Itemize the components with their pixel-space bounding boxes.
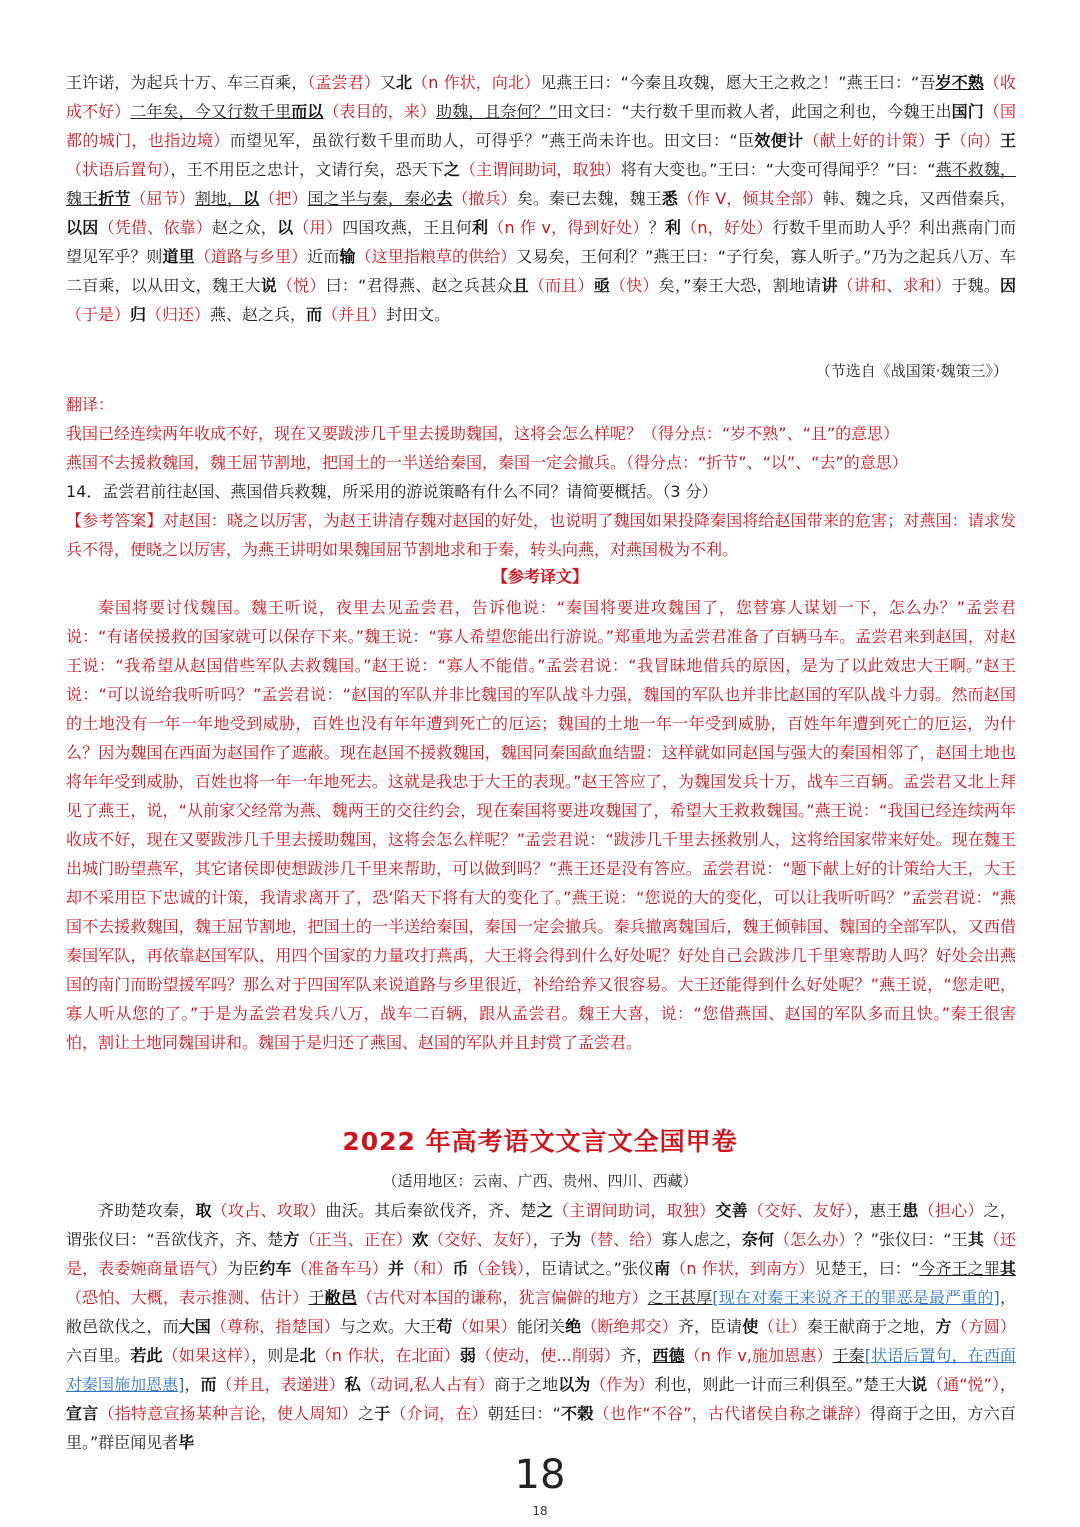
passage-2-segment: 于秦 xyxy=(832,1346,865,1365)
passage-1-segment: 且 xyxy=(512,276,529,295)
passage-2-segment: 欢 xyxy=(412,1230,429,1249)
section-region: （适用地区：云南、广西、贵州、四川、西藏） xyxy=(382,1172,698,1190)
passage-1-segment: 又 xyxy=(379,73,397,92)
passage-2-segment: （准备车马） xyxy=(291,1259,389,1278)
question-14-answer: 【参考答案】对赵国：晓之以厉害，为赵王讲清存魏对赵国的好处，也说明了魏国如果投降秦国将给赵国带来的危害；对燕国：请求发兵不得，便晓之以厉害，为燕王讲明如果魏国屈节割地求和于秦，转头向燕，对燕国极为不利。 xyxy=(66,511,1016,559)
passage-1-segment: 而 xyxy=(306,305,323,324)
passage-2-segment: 六百里。 xyxy=(66,1346,131,1365)
passage-2-segment: （n 作 v,施加恩惠） xyxy=(684,1346,833,1365)
passage-2-segment: 能闭关 xyxy=(516,1317,566,1336)
passage-2-segment: 敝邑 xyxy=(324,1288,357,1307)
passage-2-segment: （n 作状，在北面） xyxy=(315,1346,460,1365)
passage-2-segment: 西德 xyxy=(652,1346,685,1365)
passage-1-segment: （而且） xyxy=(528,276,594,295)
passage-1-segment: （主谓间助词，取独） xyxy=(459,160,621,179)
passage-2-segment: 于 xyxy=(308,1288,325,1307)
passage-1-segment: 而以 xyxy=(291,102,324,121)
passage-1-segment: （n 作 v，得到好处） xyxy=(488,218,649,237)
passage-1-annotated-text xyxy=(66,68,1016,329)
passage-2-annotated-text xyxy=(66,1196,1016,1457)
passage-2-segment: 利也，则此一计而三利俱至。”楚王大 xyxy=(654,1375,912,1394)
passage-2-segment: 私 xyxy=(344,1375,361,1394)
passage-2-segment: 得商于之田，方六百里。”群臣闻见者 xyxy=(66,1404,1016,1452)
passage-1-segment: （悦） xyxy=(276,276,326,295)
passage-1-segment: 折节 xyxy=(98,189,131,208)
page-number-small: 18 xyxy=(532,1504,548,1518)
passage-1-segment: 归 xyxy=(130,305,147,324)
passage-1-segment: （撤兵） xyxy=(452,189,517,208)
passage-1-segment: 矣。秦已去魏，魏王 xyxy=(516,189,662,208)
passage-2-segment: 方 xyxy=(935,1317,952,1336)
passage-2-segment: （尊称，指楚国） xyxy=(210,1317,340,1336)
passage-2-segment: ，臣请试之。”张仪 xyxy=(524,1259,655,1278)
source-citation: （节选自《战国策·魏策三》） xyxy=(815,362,1008,380)
passage-1-segment: 二年矣，今又行数千里 xyxy=(130,102,292,121)
passage-2-segment: ， xyxy=(184,1375,201,1394)
passage-1-segment: （屈节） xyxy=(130,189,195,208)
passage-1-segment: （作 V，倾其全部） xyxy=(677,189,823,208)
passage-1-segment: 岁不熟 xyxy=(935,73,984,92)
passage-2-segment: （交好、友好） xyxy=(747,1201,854,1220)
passage-2-segment: 币 xyxy=(452,1259,469,1278)
passage-1-segment: 以 xyxy=(243,189,260,208)
passage-2-segment: 使 xyxy=(742,1317,759,1336)
passage-2-segment: 弱 xyxy=(459,1346,476,1365)
passage-1-segment: （快） xyxy=(609,276,659,295)
passage-2-segment: 取 xyxy=(195,1201,212,1220)
passage-2-segment: 说 xyxy=(911,1375,928,1394)
passage-1-segment: 四国攻燕，王且何 xyxy=(342,218,472,237)
passage-1-segment: 以因 xyxy=(66,218,99,237)
passage-2-segment: ，则是 xyxy=(251,1346,300,1365)
passage-2-segment: 为臣 xyxy=(227,1259,260,1278)
passage-2-segment: （动词,私人占有） xyxy=(360,1375,495,1394)
passage-2-segment: 苟 xyxy=(436,1317,453,1336)
passage-1-segment: 悉 xyxy=(661,189,678,208)
passage-2-segment: 若此 xyxy=(130,1346,163,1365)
passage-2-segment: 朝廷曰：“ xyxy=(487,1404,561,1423)
passage-2-segment: 与之欢。大王 xyxy=(339,1317,437,1336)
passage-2-segment: （主谓间助词，取独） xyxy=(552,1201,716,1220)
passage-2-segment: 商于之地 xyxy=(494,1375,559,1394)
passage-1-segment: 说 xyxy=(260,276,277,295)
passage-2-segment: ， xyxy=(999,1375,1016,1394)
passage-1-segment: 去 xyxy=(436,189,453,208)
passage-2-segment: 齐， xyxy=(620,1346,653,1365)
passage-1-segment: 近而 xyxy=(307,247,340,266)
passage-1-segment: 北 xyxy=(396,73,413,92)
passage-2-segment: 齐，臣请 xyxy=(677,1317,743,1336)
passage-1-segment: （把） xyxy=(259,189,308,208)
passage-2-segment: （古代对本国的谦称，犹言偏僻的地方） xyxy=(356,1288,648,1307)
passage-2-segment: 之王甚厚 xyxy=(647,1288,713,1307)
passage-2-segment: 为 xyxy=(564,1230,582,1249)
passage-2-segment: 于 xyxy=(374,1404,391,1423)
passage-1-segment: 助魏，且奈何？” xyxy=(436,102,558,121)
translation-line-1: 我国已经连续两年收成不好，现在又要跋涉几千里去援助魏国，这将会怎么样呢？（得分点：“岁不熟”、“且”的意思） xyxy=(66,424,900,443)
passage-1-segment: （表目的，来） xyxy=(323,102,437,121)
passage-2-segment: （恐怕、大概，表示推测、估计） xyxy=(66,1288,309,1307)
passage-1-segment: （凭借、依靠） xyxy=(98,218,213,237)
passage-2-segment: ，敝邑欲伐之，而 xyxy=(66,1288,1016,1336)
passage-1-segment: （收成不好） xyxy=(66,73,1016,121)
passage-2-segment: 南 xyxy=(654,1259,671,1278)
passage-1-segment: 封田文。 xyxy=(386,305,451,324)
passage-1-segment: （这里指粮草的供给） xyxy=(355,247,517,266)
passage-2-segment: （如果） xyxy=(452,1317,517,1336)
passage-1-segment: 效便计 xyxy=(754,131,804,150)
passage-1-segment: 而望见军，虽欲行数千里而助人，可得乎？”燕王尚未许也。田文曰：“臣 xyxy=(229,131,755,150)
passage-1-segment: 道里 xyxy=(162,247,195,266)
passage-1-segment: （状语后置句） xyxy=(66,160,171,179)
reference-translation-body: 秦国将要讨伐魏国。魏王听说，夜里去见孟尝君，告诉他说：“秦国将要进攻魏国了，您替寡人谋划一下，怎么办？”孟尝君说：“有诸侯援救的国家就可以保存下来。”魏王说：“寡人希望您能出行游说。”郑重地为孟尝君准备了百辆马车。孟尝君来到赵国，对赵王说：“我希望从赵国借些军队去救魏国。”赵王说：“寡人不能借。”孟尝君说：“我冒昧地借兵的原因，是为了以此效忠大王啊。”赵王说：“可以说给我听听吗？”孟尝君说：“赵国的军队并非比魏国的军队战斗力强，魏国的军队也并非比赵国的军队战斗力弱。然而赵国的土地没有一年一年地受到威胁，百姓也没有年年遭到死亡的厄运；魏国的土地一年一年受到威胁，百姓年年遭到死亡的厄运，为什么？因为魏国在西面为赵国作了遮蔽。现在赵国不援救魏国，魏国同秦国歃血结盟：这样就如同赵国与强大的秦国相邻了，赵国土地也将年年受到威胁，百姓也将一年一年地死去。这就是我忠于大王的表现。”赵王答应了，为魏国发兵十万，战车三百辆。孟尝君又北上拜见了燕王，说，“从前家父经常为燕、魏两王的交往约会，现在秦国将要进攻魏国了，希望大王救救魏国。”燕王说：“我国已经连续两年收成不好，现在又要跋涉几千里去援助魏国，这将会怎么样呢？”孟尝君说：“跋涉几千里去拯救别人，这将给国家带来好处。现在魏王出城门盼望燕军，其它诸侯即使想跋涉几千里来帮助，可以做到吗？”燕王还是没有答应。孟尝君说：“题下献上好的计策给大王，大王却不采用臣下忠诚的计策，我请求离开了，恐‘陷天下将有大的变化了。”燕王说：“您说的大的变化，可以让我听听吗？”孟尝君说：“燕国不去援救魏国，魏王屈节割地，把国土的一半送给秦国，秦国一定会撤兵。秦兵撤离魏国后，魏王倾韩国、魏国的全部军队，又西借秦国军队，再依靠赵国军队，用四个国家的力量攻打燕禹，大王将会得到什么好处呢？好处自己会跋涉几千里寒帮助人吗？好处会出燕国的南门而盼望援军吗？那么对于四国军队来说道路与乡里很近，补给给养又很容易。大王还能得到什么好处呢？”燕王说，“您走吧，寡人听从您的了。”于是为孟尝君发兵八万，战车二百辆，跟从孟尝君。魏王大喜，说：“您借燕国、赵国的军队多而且快。”秦王很害怕，割让土地同魏国讲和。魏国于是归还了燕国、赵国的军队并且封赏了孟尝君。 xyxy=(66,598,1016,1052)
passage-1-segment: 赵之众， xyxy=(212,218,278,237)
passage-1-segment: 见燕王曰：“今秦且攻魏，愿大王之救之！”燕王曰：“吾 xyxy=(540,73,936,92)
passage-1-segment: （献上好的计策） xyxy=(803,131,935,150)
passage-2-segment: [状语后置句，在西面对秦国施加恩惠] xyxy=(66,1346,1016,1394)
passage-1-segment: （讲和、求和） xyxy=(837,276,952,295)
passage-2-segment: 北 xyxy=(299,1346,316,1365)
passage-2-segment: ？”张仪曰：“王 xyxy=(854,1230,968,1249)
passage-2-segment: 奈何 xyxy=(741,1230,775,1249)
passage-2-segment: 见楚王，曰：“ xyxy=(814,1259,920,1278)
passage-2-segment: （也作“不谷”，古代诸侯自称之谦辞） xyxy=(593,1404,871,1423)
passage-2-segment: 其 xyxy=(967,1230,984,1249)
passage-1-segment: 国门 xyxy=(951,102,984,121)
passage-2-segment: 不榖 xyxy=(560,1404,594,1423)
passage-1-segment: 曰：“君得燕、赵之兵甚众 xyxy=(325,276,513,295)
passage-2-segment: （担心） xyxy=(918,1201,984,1220)
passage-2-segment: （和） xyxy=(404,1259,453,1278)
passage-2-segment: （断绝邦交） xyxy=(581,1317,678,1336)
passage-1-segment: 因 xyxy=(999,276,1016,295)
passage-2-segment: 毕 xyxy=(178,1433,195,1452)
passage-2-segment: 寡人虑之， xyxy=(661,1230,742,1249)
passage-1-segment: （n，好处） xyxy=(681,218,773,237)
passage-1-segment: 之 xyxy=(443,160,460,179)
passage-1-segment: 王 xyxy=(999,131,1016,150)
passage-2-segment: （使动，使...削弱） xyxy=(475,1346,621,1365)
passage-2-segment: 秦王献商于之地， xyxy=(806,1317,936,1336)
translation-line-2: 燕国不去援救魏国，魏王屈节割地，把国土的一半送给秦国，秦国一定会撤兵。（得分点：“折节”、“以”、“去”的意思） xyxy=(66,453,908,472)
passage-2-segment: 宣言 xyxy=(66,1404,99,1423)
passage-2-segment: （n 作状，到南方） xyxy=(670,1259,815,1278)
passage-1-segment: （并且） xyxy=(322,305,387,324)
passage-1-segment: （于是） xyxy=(66,305,131,324)
passage-2-segment: 以为 xyxy=(558,1375,591,1394)
passage-2-segment: （金钱） xyxy=(468,1259,525,1278)
passage-2-segment: 患 xyxy=(902,1201,919,1220)
passage-1-segment: 以 xyxy=(277,218,294,237)
passage-1-segment: ？ xyxy=(648,218,665,237)
passage-2-segment: 今齐王之罪 xyxy=(919,1259,1000,1278)
passage-2-segment: （并且，表递进） xyxy=(216,1375,345,1394)
passage-2-segment: （如果这样） xyxy=(162,1346,252,1365)
passage-2-segment: ，子 xyxy=(532,1230,565,1249)
passage-1-segment: 输 xyxy=(339,247,356,266)
passage-2-segment: （交好、友好） xyxy=(428,1230,533,1249)
section-title: 2022 年高考语文文言文全国甲卷 xyxy=(342,1127,738,1156)
passage-1-segment: 矣，”秦王大恐，割地请 xyxy=(658,276,822,295)
passage-1-segment: ，王不用臣之忠计，文请行矣，恐天下 xyxy=(170,160,444,179)
passage-2-segment: （介词，在） xyxy=(390,1404,488,1423)
passage-1-segment: （道路与乡里） xyxy=(194,247,308,266)
passage-2-segment: 而 xyxy=(200,1375,217,1394)
passage-1-segment: 燕不救魏，魏王 xyxy=(66,160,1016,208)
passage-2-segment: （怎么办） xyxy=(774,1230,855,1249)
passage-2-segment: 齐助楚攻秦， xyxy=(98,1201,196,1220)
question-14: 14．孟尝君前往赵国、燕国借兵救魏，所采用的游说策略有什么不同？请简要概括。（3 分） xyxy=(66,482,718,501)
passage-2-segment: （替、给） xyxy=(581,1230,662,1249)
passage-1-segment: 国之半与秦，秦必 xyxy=(307,189,437,208)
passage-2-segment: （让） xyxy=(758,1317,807,1336)
passage-1-segment: （归还） xyxy=(146,305,211,324)
page-number: 18 xyxy=(514,1452,566,1498)
passage-2-segment: 大国 xyxy=(178,1317,211,1336)
passage-1-segment: （用） xyxy=(293,218,343,237)
translation-label: 翻译： xyxy=(66,395,115,414)
passage-1-segment: （向） xyxy=(950,131,1000,150)
passage-2-segment: 之 xyxy=(357,1404,375,1423)
passage-2-segment: （正当、正在） xyxy=(299,1230,413,1249)
passage-2-segment: 约车 xyxy=(259,1259,292,1278)
passage-1-segment: （n 作状，向北） xyxy=(412,73,541,92)
passage-2-segment: [现在对秦王来说齐王的罪恶是最严重的] xyxy=(712,1288,1000,1307)
passage-1-segment: 行数千里而助人乎？利出燕南门而望见军乎？则 xyxy=(66,218,1016,266)
passage-2-segment: （方圆） xyxy=(951,1317,1016,1336)
passage-1-segment: 亟 xyxy=(593,276,610,295)
passage-2-segment: 并 xyxy=(388,1259,405,1278)
passage-1-segment: 利 xyxy=(664,218,682,237)
passage-2-segment: 曲沃。其后秦欲伐齐，齐、楚 xyxy=(325,1201,537,1220)
passage-1-segment: 田文曰：“夫行数千里而救人者，此国之利也，今魏王出 xyxy=(557,102,952,121)
passage-2-segment: ，惠王 xyxy=(853,1201,903,1220)
passage-2-segment: 交善 xyxy=(715,1201,748,1220)
passage-1-segment: （孟尝君） xyxy=(307,73,380,92)
passage-2-segment: （攻占、攻取） xyxy=(211,1201,326,1220)
passage-1-segment: 又易矣，王何利？”燕王曰：“子行矣，寡人听子。”乃为之起兵八万、车二百乘，以从田文，魏王大 xyxy=(66,247,1016,295)
passage-1-segment: 于 xyxy=(934,131,951,150)
passage-2-segment: （作为） xyxy=(590,1375,655,1394)
passage-2-segment: （指特意宣扬某种言论，使人周知） xyxy=(98,1404,358,1423)
passage-1-segment: 燕、赵之兵， xyxy=(210,305,307,324)
passage-2-segment: 其 xyxy=(999,1259,1016,1278)
passage-1-segment: 韩、魏之兵，又西借秦兵， xyxy=(822,189,1016,208)
passage-1-segment: 割地， xyxy=(194,189,244,208)
passage-2-segment: （通“悦”） xyxy=(927,1375,1000,1394)
passage-1-segment: 于魏。 xyxy=(951,276,1000,295)
passage-1-segment: 利 xyxy=(471,218,489,237)
passage-2-segment: 之 xyxy=(536,1201,553,1220)
reference-translation-heading: 【参考译文】 xyxy=(491,567,588,586)
passage-1-segment: 讲 xyxy=(821,276,838,295)
passage-2-segment: 方 xyxy=(283,1230,300,1249)
passage-1-segment: 王许诺，为起兵十万、车三百乘， xyxy=(66,73,308,92)
passage-2-segment: 之，谓张仪曰：“吾欲伐齐，齐、楚 xyxy=(66,1201,1016,1249)
passage-2-segment: 绝 xyxy=(565,1317,582,1336)
passage-2-segment: （还是，表委婉商量语气） xyxy=(66,1230,1016,1278)
passage-1-segment: （国都的城门，也指边境） xyxy=(66,102,1016,150)
passage-1-segment: 将有大变也。”王曰：“大变可得闻乎？”曰：“ xyxy=(620,160,936,179)
